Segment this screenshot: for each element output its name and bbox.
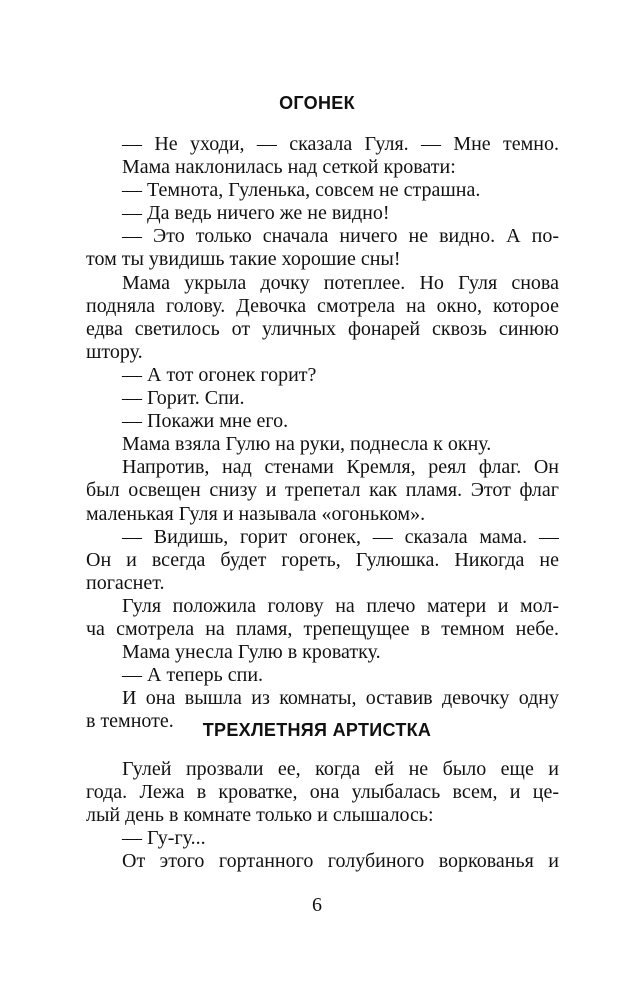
- text-line: От этого гортанного голубиного воркованья и: [122, 850, 559, 873]
- text-line: Мама взяла Гулю на руки, поднесла к окну.: [122, 433, 492, 456]
- text-line: том ты увидишь такие хорошие сны!: [86, 248, 401, 271]
- text-line: подняла голову. Девочка смотрела на окно, которое: [86, 294, 559, 317]
- text-line: — Темнота, Гуленька, совсем не страшна.: [122, 179, 481, 202]
- text-line: — Горит. Спи.: [122, 387, 245, 410]
- text-line: Напротив, над стенами Кремля, реял флаг. Он: [122, 456, 559, 479]
- text-line: лый день в комнате только и слышалось:: [86, 804, 434, 827]
- text-line: был освещен снизу и трепетал как пламя. Этот флаг: [86, 479, 559, 502]
- text-line: ча смотрела на пламя, трепещущее в темном небе.: [86, 617, 559, 640]
- text-line: Гуля положила голову на плечо матери и мол-: [122, 594, 559, 617]
- page-number: 6: [312, 894, 322, 916]
- text-line: — Да ведь ничего же не видно!: [122, 202, 390, 225]
- text-line: И она вышла из комнаты, оставив девочку одну: [122, 687, 559, 710]
- text-line: Мама укрыла дочку потеплее. Но Гуля снова: [122, 271, 559, 294]
- text-line: Мама унесла Гулю в кроватку.: [122, 641, 381, 664]
- text-line: — А теперь спи.: [122, 664, 264, 687]
- text-line: Гулей прозвали ее, когда ей не было еще и: [122, 758, 559, 780]
- text-line: — Не уходи, — сказала Гуля. — Мне темно.: [122, 133, 559, 155]
- section-title-ogonek: ОГОНЕК: [279, 93, 355, 113]
- text-line: — Это только сначала ничего не видно. А по-: [122, 225, 559, 248]
- text-line: едва светилось от уличных фонарей сквозь синюю: [86, 317, 559, 340]
- text-line: Он и всегда будет гореть, Гулюшка. Никогда не: [86, 548, 559, 571]
- text-line: — Гу-гу...: [122, 827, 206, 850]
- text-line: в темноте.: [86, 710, 174, 733]
- text-line: Мама наклонилась над сеткой кровати:: [122, 156, 456, 179]
- text-line: маленькая Гуля и называла «огоньком».: [86, 502, 426, 525]
- text-line: — Покажи мне его.: [122, 410, 289, 433]
- text-line: штору.: [86, 340, 143, 363]
- text-line: — Видишь, горит огонек, — сказала мама. —: [122, 525, 559, 548]
- text-line: погаснет.: [86, 571, 165, 594]
- text-line: — А тот огонек горит?: [122, 363, 317, 386]
- section-text-artistka: [86, 758, 559, 873]
- section-text-ogonek: [86, 133, 559, 733]
- section-title-artistka: ТРЕХЛЕТНЯЯ АРТИСТКА: [202, 720, 432, 740]
- text-line: года. Лежа в кроватке, она улыбалась всем, и це-: [86, 781, 559, 804]
